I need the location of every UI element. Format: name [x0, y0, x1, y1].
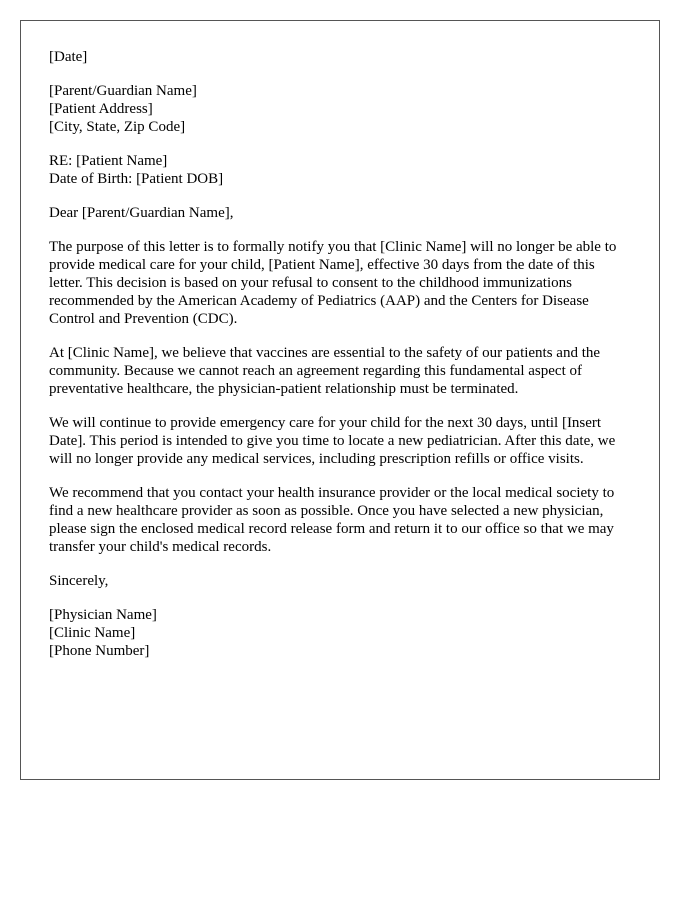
- recipient-address: [Patient Address]: [49, 101, 153, 117]
- body-paragraph-notice: The purpose of this letter is to formally notify you that [Clinic Name] will no longer be able to provide medical care for your child, [Patient Name], effective 30 days from the date of this letter. This decision is based on your refusal to consent to the childhood immunizations recommended by the American Academy of Pediatrics (AAP) and the Centers for Disease Control and Prevention (CDC).: [49, 239, 617, 327]
- recipient-city-state-zip: [City, State, Zip Code]: [49, 119, 186, 135]
- body-paragraph-reason: At [Clinic Name], we believe that vaccines are essential to the safety of our patients and the community. Because we cannot reach an agreement regarding this fundamental aspect of preventative healthcare, the physician-patient relationship must be terminated.: [49, 345, 601, 397]
- reference-block: [49, 152, 631, 188]
- reference-patient: RE: [Patient Name]: [49, 153, 168, 169]
- letter-page: [20, 20, 660, 780]
- salutation: Dear [Parent/Guardian Name],: [49, 205, 234, 221]
- recipient-address-block: [49, 82, 631, 136]
- salutation-block: [49, 204, 631, 222]
- closing-block: [49, 572, 631, 590]
- date-block: [49, 48, 631, 66]
- signature-clinic: [Clinic Name]: [49, 625, 136, 641]
- closing: Sincerely,: [49, 573, 109, 589]
- recipient-name: [Parent/Guardian Name]: [49, 83, 197, 99]
- body-paragraph-emergency-care: We will continue to provide emergency care for your child for the next 30 days, until [Insert Date]. This period is intended to give you time to locate a new pediatrician. After this date, we will no longer provide any medical services, including prescription refills or office visits.: [49, 415, 616, 467]
- signature-block: [49, 606, 631, 660]
- signature-physician: [Physician Name]: [49, 607, 157, 623]
- signature-phone: [Phone Number]: [49, 643, 150, 659]
- letter-date: [Date]: [49, 49, 88, 65]
- reference-dob: Date of Birth: [Patient DOB]: [49, 171, 224, 187]
- body-paragraph-recommendation: We recommend that you contact your health insurance provider or the local medical society to find a new healthcare provider as soon as possible. Once you have selected a new physician, please sign the enclosed medical record release form and return it to our office so that we may transfer your child's medical records.: [49, 485, 615, 555]
